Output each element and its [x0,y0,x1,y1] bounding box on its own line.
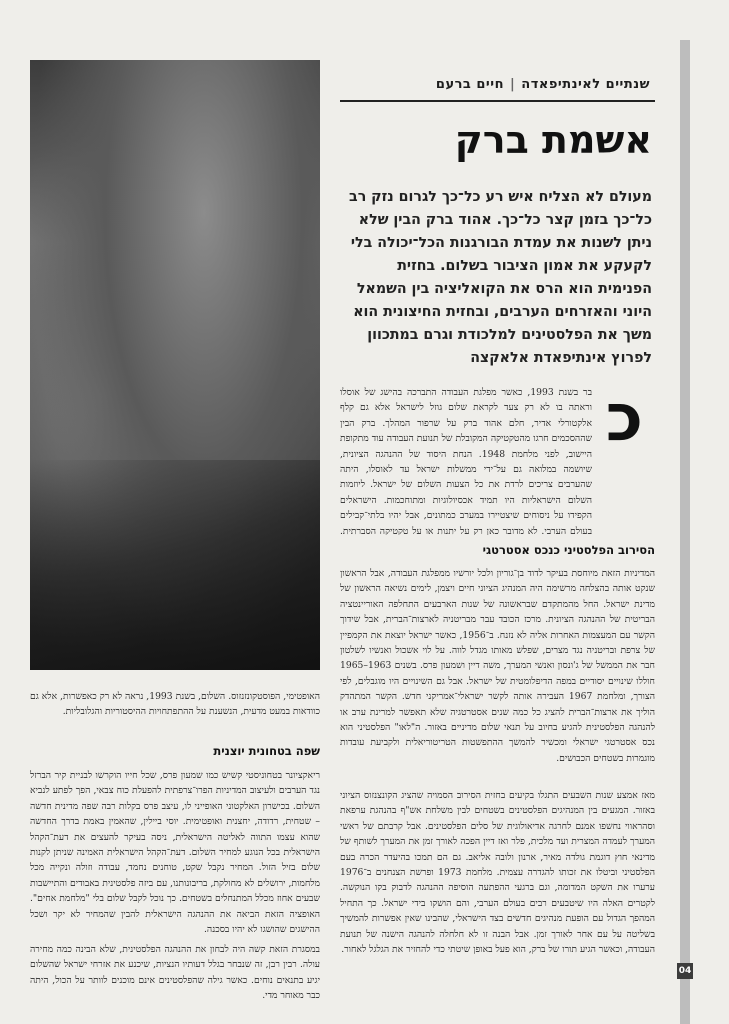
article-lead: מעולם לא הצליח איש רע כל־כך לגרום נזק רב כל־כך בזמן קצר כל־כך. אהוד ברק הבין שלא ניתן לשנות את עמדת הבורגנות הכל־יכולה בלי לקעקע את אמון הציבור בשלום. בחזית הפנימית הוא הרס את הקואליציה בין השמאל היוני והאזרחים הערבים, ובחזית החיצונית הוא משך את הפלסטינים למלכודת וגרם במתכוון לפרוץ אינתיפאדת אלאקצה [349,189,652,366]
section-4-text: במסגרת הזאת קשה היה לבחון את ההנהגה הפלסטינית, שלא הבינה כמה מחירה עולה. רבין רבן, זה שנבחר בגלל דעותיו הנציות, שיכנע את אזרחי ישראל שהשלום יגיע בתנאים נוחים. כאשר גילה שהפלסטינים אינם מוכנים לוותר על הכול, היתה כבר מאוחר מדי. [30,944,320,1002]
left-body-column [30,768,320,1008]
left-intro-text: האופטימי, הפוסטקונזנזוס. השלום, בשנת 1993, נראה לא רק כאפשרות, אלא גם כוודאות במעט מדעית, הנשענת על ההתפתחויות ההיסטוריות והגלובליות. [30,691,320,718]
section-2-text: מאז אמצע שנות השבעים התגלו בקיעים בחזית הסירוב הסמויה שהציג הקונצנזוס הציוני באזור. המגעים בין המנהיגים הפלסטינים בשטחים לבין משלחת אש"ף בהנהגת ערפאת וסהראווי נחשפו אמנם לחרגה אדיאולוגית של סלים הפלסטינים. אבל קרבתם של ראשי המערך לעמדה המצרית ועד מלכית, פלר ואז דיין הפכה לאורך זמן את המערך לשותף של מדינאי חוץ דוגמת גולדה מאיר, ארנון ולובה אליאב. גם הם תמכו בהיעדר הכרה בעם הפלסטיני וביטלו את זכותו להגדרה עצמית. מלחמת 1973 ופרשת הצנחנים ב־1976 ערערו את השקט המדומה, וגם ברגעי ההפתעה הוסיפה ההנהגה לדבוק בקו הנוקשה. לקטרים האלה היו שיטבעים רבים בעולם הערבי, והם הושקו בידי ישראל. כך התחיל המהפך הגדול עם הופעת מנהיגים חדשים בצד הישראלי, שהבינו שאין אפשרות להמשיך בשליטה על עם אחר לאורך זמן. אבל הבנה זו לא חלחלה להנהגה הישנה של תנועת העבודה, וכאשר הגיע תורו של ברק, הוא פעל באופן שיטתי כדי להחזיר את הגלגל לאחור. [340,790,655,956]
subheading-palestinian-refusal: הסירוב הפלסטיני כנכס אסטרטגי [482,543,655,557]
header-separator: | [510,77,516,92]
article-header [340,77,650,92]
drop-cap: כ [605,379,644,456]
page-edge-bar [680,40,690,1024]
intro-text: בר בשנת 1993, כאשר מפלגת העבודה התברכה בהישג של אוסלו וראתה בו לא רק צעד לקראת שלום גוזל לישראל אלא גם קלף אלקטורלי אדיר, חלם אהוד ברק על שרפור המהלך. ברק הבין שההסכמים חרגו מהטקטיקה המקובלת של תנועת העבודה עוד מתקופת היישוב, לפני מלחמת 1948. הנחת היסוד של ההנהגה הציונית, שיושמה במלואה גם על־ידי ממשלות ישראל עד לאוסלו, היתה שהערבים צריכים לרדת את כל הצעות השלום של ישראל. ליוזמות השלום הישראליות היו תמיד אכסיולוגיות ומתוחכמות. הישראלים הקפידו על ניסוחים שיצטיירו במערב כמתונים, אבל יהיו בלתי־קבילים בעולם הערבי. לא מדובר כאן רק על יתנות או על טקטיקה הסברתית. [340,387,592,535]
intro-paragraph [340,385,592,535]
section-1-column [340,566,655,1012]
header-author: חיים ברעם [435,77,505,92]
page-number: 04 [677,963,693,979]
article-photo [30,60,320,670]
section-3-text: ריאקציונר בטחוניסטי קשיש כמו שמעון פרס, שכל חייו הוקרשו לבניית קיר הברזל נגד הערבים ולעיצוב המדיניות הפרו־צרפתית להפעלת כוח צבאי, הפך לפתע לנביא השלום. בכישרון האלקטוני האופייני לו, עיצב פרס בקלות רבה שפה מדינית חדשה – שטחית, רדודה, יחצנית ואופטימית. יוסי ביילין, שהאמין באמת בדרך החדשה שהוא עצמו התווה לאליטה הישראלית, ניסה בעיקר להעצים את דעת־הקהל הישראלית בכל הנוגע למחיר השלום. דעת־הקהל הישראלית האמינה שניתן לקנות שלום בזיל הזול. המחיר נקבל שקט, טוחנים נחמד, עבודה וזולה ונקייה מכל מלחמות, ירושלים לא מחולקת, בריבונותנו, עם ביזה פלסטינית באבודים והתיישבות שבעים אחוז מכלל המתנחלים בשטחים. כך נוכל לקבל שלום בלי "מלחמת אחים". האופציה הזאת הביאה את ההנהגה הישראלית להבין שהמחיר לא יקר ושכל ההישגים שהושגו לא יהיו בסכנה. [30,770,320,936]
subheading-security-language: שפה בטחונית יוצנית [213,744,320,758]
left-intro-column [30,689,320,741]
header-series: שנתיים לאינתיפאדה [521,77,650,92]
header-rule [340,100,655,102]
article-title: אשמת ברק [454,118,652,162]
section-1-text: המדיניות הזאת מיוחסת בעיקר לדוד בן־גוריון ולכל יורשיו ממפלגת העבודה, אבל הראשון שנקט אותה בהצלחה מרשימה היה המנהיג הציוני חיים ויצמן, לימים נשיאה הראשון של מדינת ישראל. החל מהמתקדם שבראשונה של שנות הארבעים התחלפה האוריינטציה הבריטית של ההנהגה הציונית. מרכז הכובד עבר מבריטניה לארצות־הברית, אבל שידוך הקשר עם המעצמות האחרות אליה לא נזנח. ב־1956, כאשר ישראל יוצאת את הקמפיין של צרפת ובריטניה נגד מצרים, שפלש מאותו מגדל לווה. על לוי אשכול ואנשיו לשלטון חבר את הממשל של ג'ונסון ואנשי המערך, משה דיין ושמעון פרס. בשנים 1963–1965 חוללו שינויים יסודיים במפה הדיפלומטית של ישראל. אבל גם השינויים היו מוגבלים, לפי הצורך, ומלחמת 1967 העבירה אותה לקשר ישראלי־אמריקני חדש. הקשר המתהדק הוליך את ארצות־הברית להציג כל כמה שנים אסטרטגיה שלא תאפשר למרינת ערב או להנהגה הפלסטינית להגיע בחיוב על תנאי שלום מדיניים באזור. ה"לאו" הפלסטיני הוא נכס אסטרטגי ישראלי ומכשיר להמשך ההתפשטות הטריטוריאלית ולקביעת עובדות מוגמרות בשטחים הכבושים. [340,568,655,764]
